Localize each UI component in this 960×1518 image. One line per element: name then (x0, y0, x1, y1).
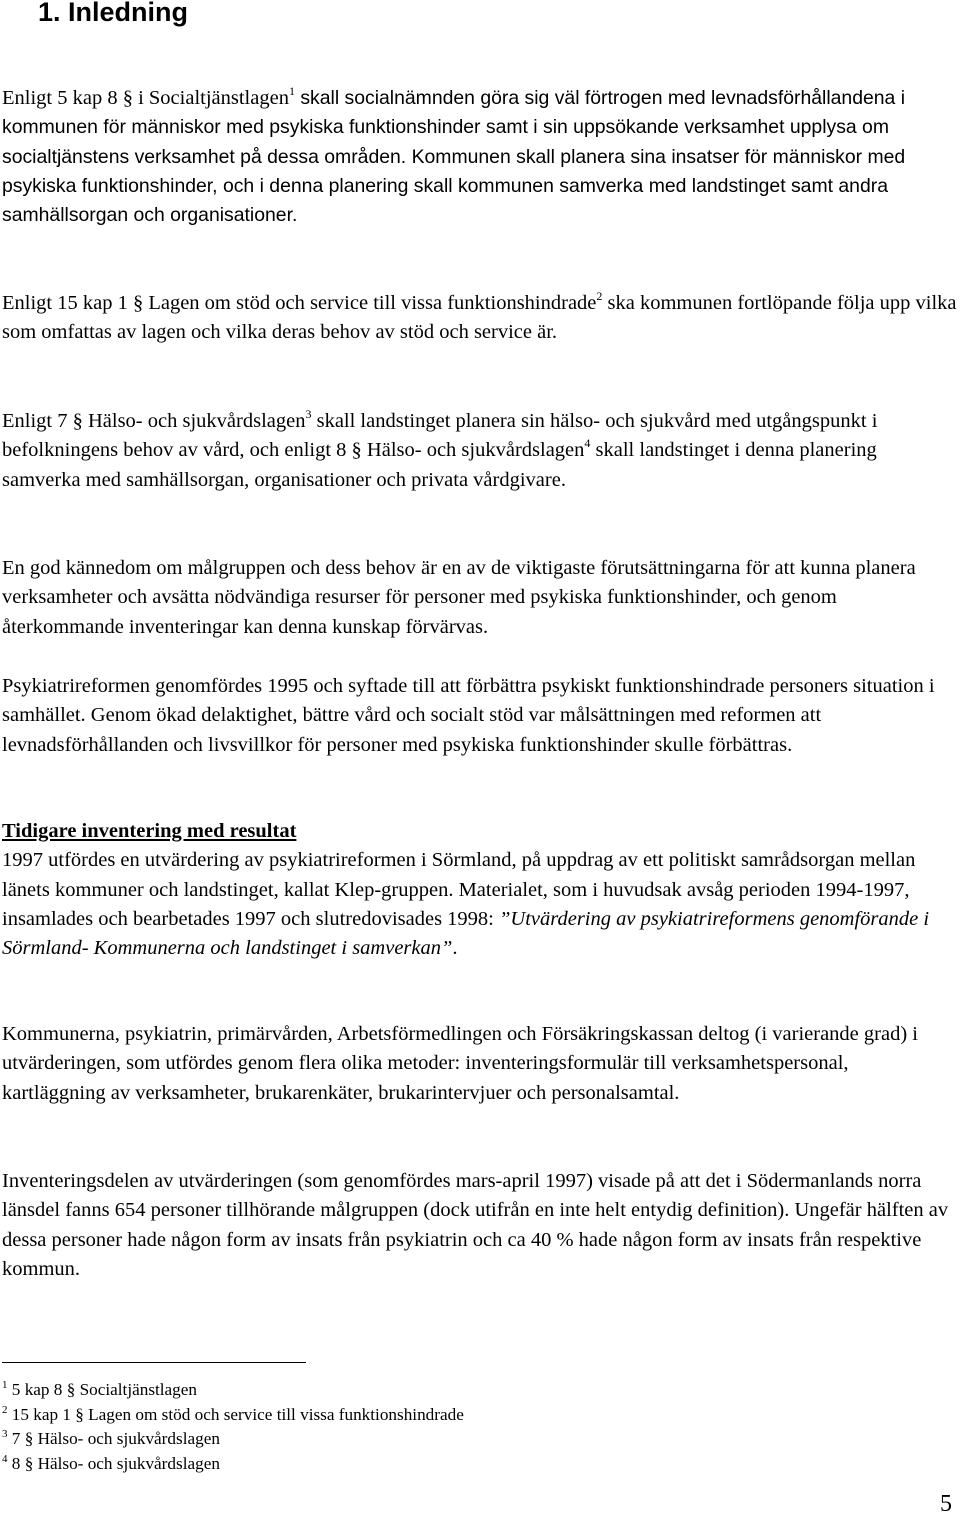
paragraph-text: Enligt 7 § Hälso- och sjukvårdslagen (2, 410, 306, 432)
footnote-number: 2 (2, 1403, 8, 1416)
footnote-text: 8 § Hälso- och sjukvårdslagen (7, 1453, 220, 1473)
footnote-item (2, 1427, 464, 1452)
footnote-number: 1 (2, 1379, 8, 1391)
paragraph-text: 1997 utfördes en utvärdering av psykiatrireformen i Sörmland, på uppdrag av ett politiskt samrådsorgan mellan länets kommuner och landstinget, kallat Klep-gruppen. Materialet, som i huvudsak avsåg perioden 1994-1997, insamlades och bearbetades 1997 och slutredovisades 1998: (2, 849, 916, 930)
footnote-item (2, 1452, 464, 1477)
paragraph-text: Enligt 15 kap 1 § Lagen om stöd och service till vissa funktionshindrade (2, 292, 597, 314)
paragraph-socialtjanstlagen (2, 84, 957, 230)
footnote-ref[interactable]: 1 (288, 84, 295, 98)
footnote-divider (2, 1362, 306, 1363)
paragraph-text: skall landstinget i denna planering samverka med samhällsorgan, organisationer och privata vårdgivare. (2, 439, 877, 491)
paragraph-text: Kommunen skall planera sina insatser för människor med psykiska funktionshinder, och i denna planering skall kommunen samverka med landstinget samt andra samhällsorgan och organisationer. (2, 145, 906, 227)
footnote-item (2, 1403, 464, 1428)
paragraph-inventeringsdelen: Inventeringsdelen av utvärderingen (som genomfördes mars-april 1997) visade på att det i Södermanlands norra länsdel fanns 654 personer tillhörande målgruppen (dock utifrån en inte helt entydig definition). Ungefär hälften av dessa personer hade någon form av insats från psykiatrin och ca 40 % hade någon form av insats från respektive kommun. (2, 1170, 949, 1280)
footnote-text: 15 kap 1 § Lagen om stöd och service till vissa funktionshindrade (7, 1404, 464, 1424)
footnote-ref[interactable]: 4 (584, 436, 591, 451)
page-number: 5 (940, 1491, 952, 1517)
paragraph-text: Enligt 5 kap 8 § i Socialtjänstlagen (2, 87, 289, 109)
footnote-text: 5 kap 8 § Socialtjänstlagen (7, 1380, 197, 1399)
footnote-item (2, 1378, 464, 1403)
paragraph-kannedom: En god kännedom om målgruppen och dess behov är en av de viktigaste förutsättningarna för att kunna planera verksamheter och avsätta nödvändiga resurser för personer med psykiska funktionshinder, och genom återkommande inventeringar kan denna kunskap förvärvas. (2, 557, 916, 638)
section-subheading: Tidigare inventering med resultat (2, 820, 297, 842)
paragraph-text: ska kommunen fortlöpande följa upp vilka som omfattas av lagen och vilka deras behov av stöd och service är. (2, 292, 957, 344)
footnote-text: 7 § Hälso- och sjukvårdslagen (7, 1429, 220, 1449)
paragraph-tidigare-inventering (2, 817, 957, 963)
paragraph-psykiatrireformen: Psykiatrireformen genomfördes 1995 och syftade till att förbättra psykiskt funktionshindrade personers situation i samhället. Genom ökad delaktighet, bättre vård och socialt stöd var målsättningen med reformen att levnadsförhållanden och livsvillkor för personer med psykiska funktionshinder skulle förbättras. (2, 675, 935, 756)
page-title: 1. Inledning (38, 0, 189, 27)
footnote-number: 3 (2, 1428, 8, 1441)
paragraph-text: skall socialnämnden göra sig väl förtrogen med levnadsförhållandena i kommunen för människor med psykiska funktionshinder samt i sin uppsökande verksamhet upplysa om socialtjänstens verksamhet på dessa områden. (2, 87, 906, 168)
paragraph-hsl (2, 407, 957, 495)
footnote-ref[interactable]: 2 (596, 289, 603, 303)
paragraph-lss (2, 289, 957, 348)
footnote-ref[interactable]: 3 (305, 407, 312, 421)
footnote-number: 4 (2, 1452, 8, 1465)
paragraph-text: . (452, 937, 458, 960)
footnote-list (2, 1378, 464, 1476)
report-title: ”Utvärdering av psykiatrireformens genomförande i Sörmland- Kommunerna och landstinget i samverkan” (2, 907, 930, 960)
paragraph-text: skall landstinget planera sin hälso- och sjukvård med utgångspunkt i befolkningens behov av vård, och enligt 8 § Hälso- och sjukvårdslagen (2, 410, 878, 462)
paragraph-utvardering: Kommunerna, psykiatrin, primärvården, Arbetsförmedlingen och Försäkringskassan deltog (i varierande grad) i utvärderingen, som utfördes genom flera olika metoder: inventeringsformulär till verksamhetspersonal, kartläggning av verksamheter, brukarenkäter, brukarintervjuer och personalsamtal. (2, 1023, 918, 1104)
